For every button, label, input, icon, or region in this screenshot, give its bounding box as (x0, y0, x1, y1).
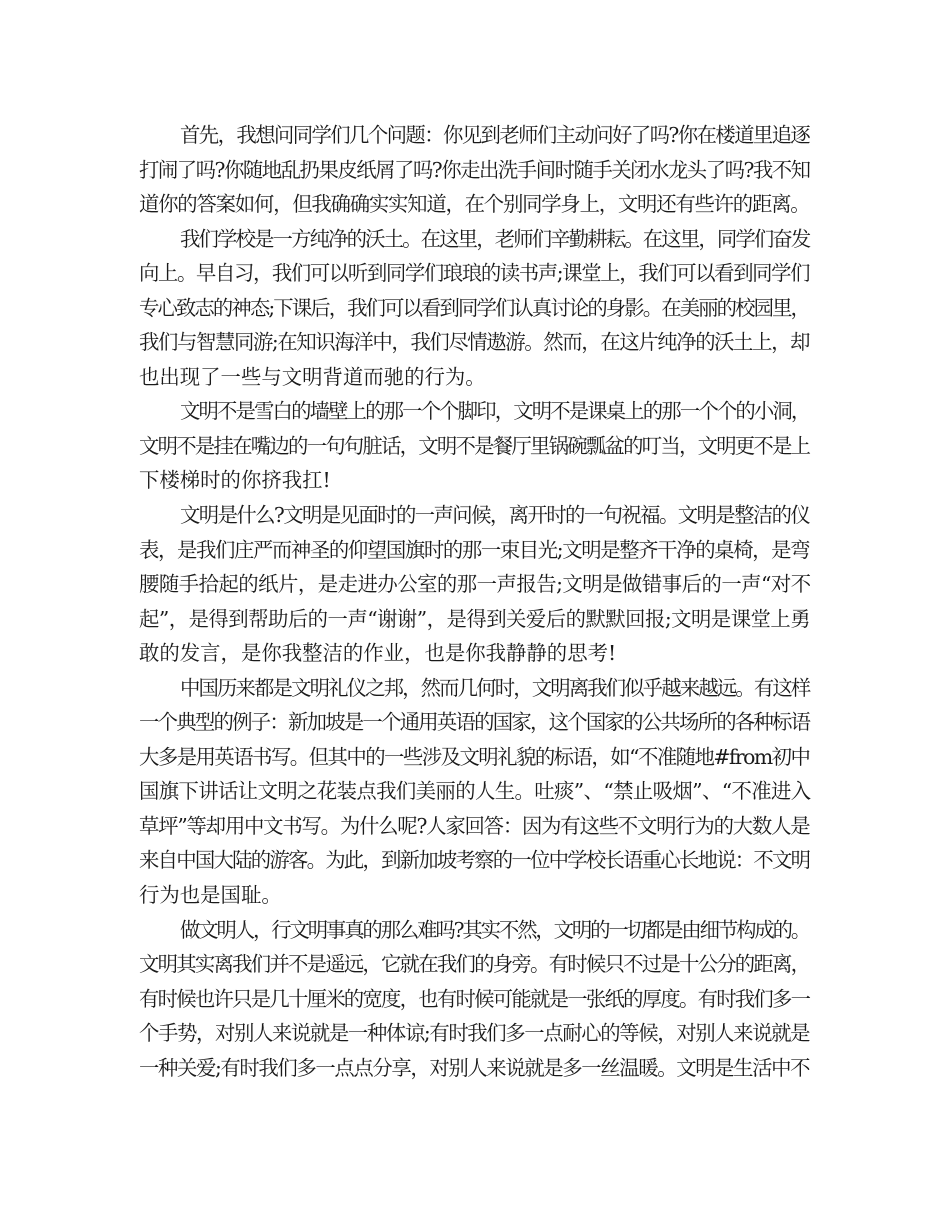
text-line: 国旗下讲话让文明之花装点我们美丽的人生。吐痰”、“禁止吸烟”、“不准进入 (139, 779, 811, 804)
text-line: 有时候也许只是几十厘米的宽度，也有时候可能就是一张纸的厚度。有时我们多一 (139, 986, 810, 1011)
document-body (139, 118, 811, 1085)
text-line: 起”，是得到帮助后的一声“谢谢”，是得到关爱后的默默回报;文明是课堂上勇 (139, 606, 811, 631)
text-line: 来自中国大陆的游客。为此，到新加坡考察的一位中学校长语重心长地说：不文明 (139, 848, 810, 873)
text-line: 文明不是挂在嘴边的一句句脏话，文明不是餐厅里锅碗瓢盆的叮当，文明更不是上 (139, 433, 810, 458)
text-line: 敢的发言，是你我整洁的作业，也是你我静静的思考! (139, 641, 617, 666)
text-line: 一种关爱;有时我们多一点点分享，对别人来说就是多一丝温暖。文明是生活中不 (139, 1055, 810, 1080)
text-line: 个手势，对别人来说就是一种体谅;有时我们多一点耐心的等候，对别人来说就是 (139, 1021, 810, 1046)
text-line: 大多是用英语书写。但其中的一些涉及文明礼貌的标语，如“不准随地#from初中 (139, 744, 810, 769)
paragraph-first-line: 中国历来都是文明礼仪之邦，然而几何时，文明离我们似乎越来越远。有这样 (180, 675, 810, 700)
paragraph-first-line: 我们学校是一方纯净的沃土。在这里，老师们辛勤耕耘。在这里，同学们奋发 (180, 226, 810, 251)
text-line: 道你的答案如何，但我确确实实知道，在个别同学身上，文明还有些许的距离。 (139, 192, 810, 217)
text-line: 也出现了一些与文明背道而驰的行为。 (139, 364, 486, 389)
paragraph-first-line: 做文明人，行文明事真的那么难吗?其实不然，文明的一切都是由细节构成的。 (180, 917, 810, 942)
text-line: 腰随手拾起的纸片，是走进办公室的那一声报告;文明是做错事后的一声“对不 (139, 572, 811, 597)
text-line: 打闹了吗?你随地乱扔果皮纸屑了吗?你走出洗手间时随手关闭水龙头了吗?我不知 (139, 157, 810, 182)
text-line: 表，是我们庄严而神圣的仰望国旗时的那一束目光;文明是整齐干净的桌椅，是弯 (139, 537, 810, 562)
text-line: 我们与智慧同游;在知识海洋中，我们尽情遨游。然而，在这片纯净的沃土上，却 (139, 330, 810, 355)
text-line: 文明其实离我们并不是遥远，它就在我们的身旁。有时候只不过是十公分的距离， (139, 952, 810, 977)
paragraph-first-line: 文明是什么?文明是见面时的一声问候，离开时的一句祝福。文明是整洁的仪 (180, 503, 810, 528)
text-line: 向上。早自习，我们可以听到同学们琅琅的读书声;课堂上，我们可以看到同学们 (139, 261, 810, 286)
text-line: 行为也是国耻。 (139, 883, 282, 908)
text-line: 专心致志的神态;下课后，我们可以看到同学们认真讨论的身影。在美丽的校园里， (139, 295, 810, 320)
text-line: 草坪”等却用中文书写。为什么呢?人家回答：因为有这些不文明行为的大数人是 (139, 813, 810, 838)
text-line: 一个典型的例子：新加坡是一个通用英语的国家，这个国家的公共场所的各种标语 (139, 710, 810, 735)
text-line: 下楼梯时的你挤我扛! (139, 468, 331, 493)
paragraph-first-line: 首先，我想问同学们几个问题：你见到老师们主动问好了吗?你在楼道里追逐 (180, 123, 810, 147)
paragraph-first-line: 文明不是雪白的墙壁上的那一个个脚印，文明不是课桌上的那一个个的小洞， (180, 399, 810, 424)
